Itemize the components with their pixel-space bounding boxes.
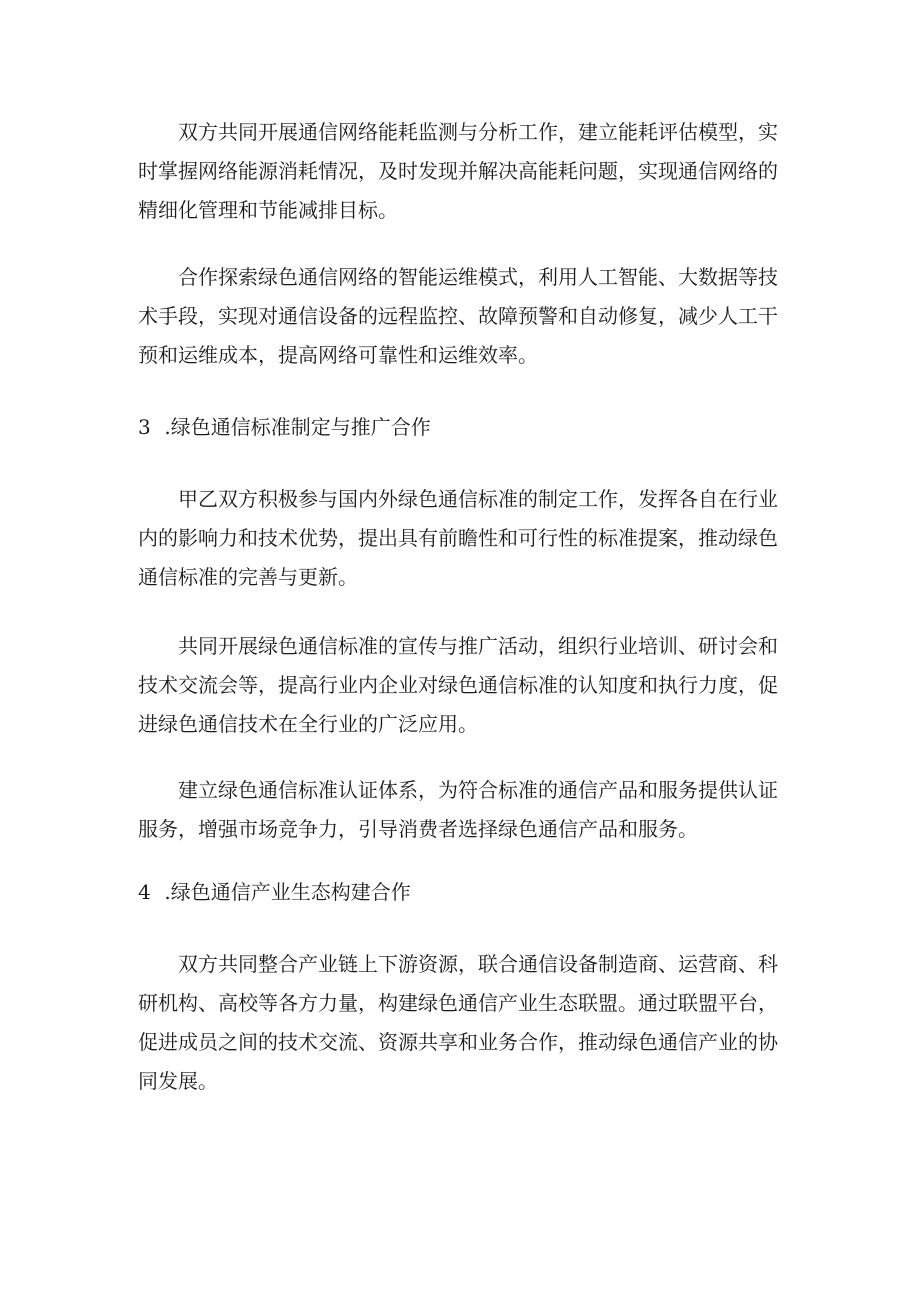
section-heading-4 [138, 873, 411, 912]
paragraph-intelligent-operations: 合作探索绿色通信网络的智能运维模式，利用人工智能、大数据等技术手段，实现对通信设备的远程监控、故障预警和自动修复，减少人工干预和运维成本，提高网络可靠性和运维效率。 [138, 265, 778, 367]
paragraph-industry-ecosystem: 双方共同整合产业链上下游资源，联合通信设备制造商、运营商、科研机构、高校等各方力量，构建绿色通信产业生态联盟。通过联盟平台，促进成员之间的技术交流、资源共享和业务合作，推动绿色通信产业的协同发展。 [138, 952, 778, 1093]
paragraph-standards-formulation: 甲乙双方积极参与国内外绿色通信标准的制定工作，发挥各自在行业内的影响力和技术优势，提出具有前瞻性和可行性的标准提案，推动绿色通信标准的完善与更新。 [138, 487, 778, 589]
section-number: 3 [138, 415, 151, 439]
section-number: 4 [138, 880, 151, 904]
section-title: .绿色通信产业生态构建合作 [164, 880, 411, 904]
paragraph-certification-system: 建立绿色通信标准认证体系，为符合标准的通信产品和服务提供认证服务，增强市场竞争力，引导消费者选择绿色通信产品和服务。 [138, 778, 778, 841]
section-title: .绿色通信标准制定与推广合作 [164, 415, 431, 439]
paragraph-energy-monitoring: 双方共同开展通信网络能耗监测与分析工作，建立能耗评估模型，实时掌握网络能源消耗情况，及时发现并解决高能耗问题，实现通信网络的精细化管理和节能减排目标。 [138, 120, 778, 222]
section-heading-3 [138, 408, 431, 447]
paragraph-standards-promotion: 共同开展绿色通信标准的宣传与推广活动，组织行业培训、研讨会和技术交流会等，提高行业内企业对绿色通信标准的认知度和执行力度，促进绿色通信技术在全行业的广泛应用。 [138, 634, 778, 736]
